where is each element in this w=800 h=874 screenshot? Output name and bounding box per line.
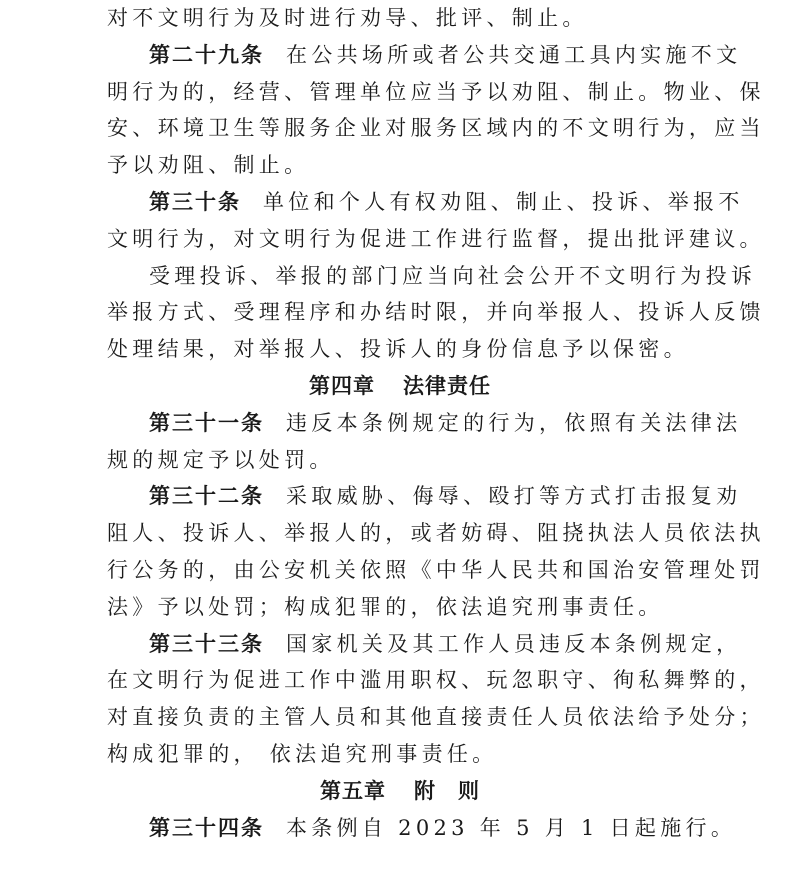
chapter-number: 第五章 bbox=[320, 778, 386, 803]
text-line bbox=[149, 263, 756, 289]
text-line bbox=[107, 704, 765, 730]
text-line bbox=[107, 336, 689, 362]
line-text: 对不文明行为及时进行劝导、批评、制止。 bbox=[107, 6, 588, 30]
chapter-title: 法律责任 bbox=[403, 374, 491, 398]
chapter-number: 第四章 bbox=[309, 374, 375, 398]
line-text: 文明行为，对文明行为促进工作进行监督，提出批评建议。 bbox=[107, 226, 765, 251]
article-number: 第三十三条 bbox=[149, 631, 264, 656]
line-text: 安、环境卫生等服务企业对服务区域内的不文明行为，应当 bbox=[107, 116, 765, 141]
line-text: 明行为的，经营、管理单位应当予以劝阻、制止。物业、保 bbox=[107, 79, 765, 104]
line-text: 法》予以处罚；构成犯罪的，依法追究刑事责任。 bbox=[107, 594, 664, 619]
text-line bbox=[107, 299, 765, 325]
article-number: 第三十四条 bbox=[149, 815, 264, 840]
text-line bbox=[149, 410, 741, 436]
line-text: 违反本条例规定的行为，依照有关法律法 bbox=[286, 410, 742, 435]
line-text: 处理结果，对举报人、投诉人的身份信息予以保密。 bbox=[107, 337, 689, 362]
line-text: 举报方式、受理程序和办结时限，并向举报人、投诉人反馈 bbox=[107, 300, 765, 325]
text-line bbox=[107, 115, 765, 141]
text-line bbox=[107, 741, 497, 767]
article-number: 第三十二条 bbox=[149, 484, 264, 509]
line-text: 国家机关及其工作人员违反本条例规定， bbox=[286, 631, 742, 656]
text-line bbox=[107, 152, 309, 178]
text-line bbox=[149, 815, 736, 841]
text-line bbox=[107, 226, 765, 252]
article-number: 第三十条 bbox=[149, 190, 241, 214]
text-line bbox=[107, 79, 765, 105]
article-number: 第二十九条 bbox=[149, 42, 264, 67]
text-line bbox=[107, 594, 664, 620]
text-line bbox=[107, 447, 335, 473]
line-text: 在文明行为促进工作中滥用职权、玩忽职守、徇私舞弊的， bbox=[107, 668, 765, 693]
line-text: 单位和个人有权劝阻、制止、投诉、举报不 bbox=[263, 190, 744, 214]
line-text: 构成犯罪的， 依法追究刑事责任。 bbox=[107, 742, 498, 766]
chapter-title: 附 则 bbox=[414, 778, 480, 803]
line-text: 受理投诉、举报的部门应当向社会公开不文明行为投诉 bbox=[149, 263, 757, 288]
line-text: 阻人、投诉人、举报人的，或者妨碍、阻挠执法人员依法执 bbox=[107, 521, 765, 546]
text-line bbox=[107, 5, 588, 31]
line-text: 在公共场所或者公共交通工具内实施不文 bbox=[286, 42, 742, 67]
line-text: 予以劝阻、制止。 bbox=[107, 153, 310, 178]
text-line bbox=[107, 557, 765, 583]
text-line bbox=[149, 42, 741, 68]
line-text: 本条例自 2023 年 5 月 1 日起施行。 bbox=[286, 815, 737, 840]
line-text: 采取威胁、侮辱、殴打等方式打击报复劝 bbox=[286, 484, 742, 509]
text-line bbox=[149, 483, 741, 509]
line-text: 行公务的，由公安机关依照《中华人民共和国治安管理处罚 bbox=[107, 558, 765, 582]
article-number: 第三十一条 bbox=[149, 410, 264, 435]
text-line bbox=[107, 667, 765, 693]
text-line bbox=[149, 189, 744, 215]
chapter-heading bbox=[0, 778, 800, 804]
chapter-heading bbox=[0, 373, 800, 399]
text-line bbox=[149, 631, 741, 657]
line-text: 规的规定予以处罚。 bbox=[107, 447, 335, 472]
line-text: 对直接负责的主管人员和其他直接责任人员依法给予处分； bbox=[107, 705, 765, 730]
text-line bbox=[107, 520, 765, 546]
